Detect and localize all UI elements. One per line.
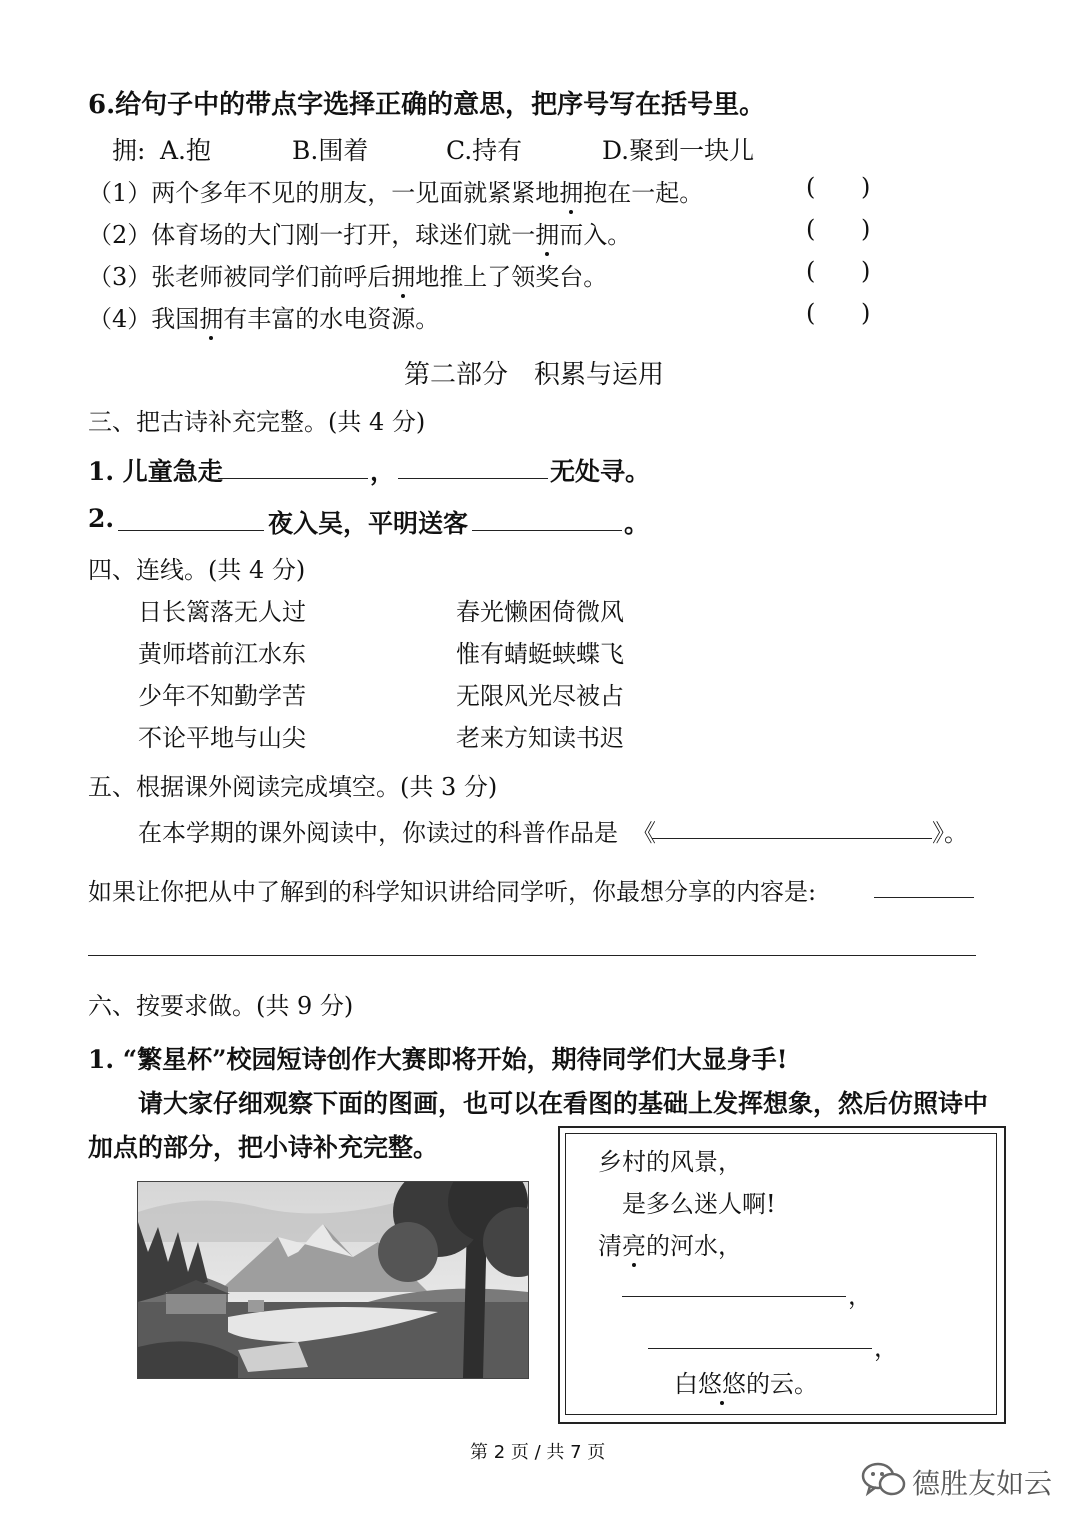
reading-line-2: 如果让你把从中了解到的科学知识讲给同学听，你最想分享的内容是: — [88, 878, 817, 906]
poem-dotted-2: 白悠悠的 — [674, 1370, 770, 1398]
book-title-blank[interactable] — [652, 812, 932, 839]
q6-item-3-pre: （3）张老师被同学们前呼后 — [88, 263, 392, 291]
q6-item-1-pre: （1）两个多年不见的朋友，一见面就紧紧地 — [88, 179, 560, 207]
answer-slot-1[interactable] — [822, 176, 858, 204]
reading-line-1: 在本学期的课外阅读中，你读过的科普作品是 — [138, 819, 618, 847]
poem-line-2-middle: 夜入吴，平明送客 — [268, 509, 469, 538]
answer-paren-open-3: ( — [806, 257, 816, 285]
poem-line-1-comma: ， — [370, 457, 396, 486]
poem-line-3-rest: 河水， — [670, 1232, 742, 1260]
countryside-illustration — [137, 1181, 529, 1379]
match-left-1[interactable]: 日长篱落无人过 — [138, 598, 306, 626]
answer-slot-3[interactable] — [822, 260, 858, 288]
q6-item-3 — [88, 257, 607, 292]
part-2-heading: 第二部分 积累与运用 — [404, 360, 665, 390]
q6-item-2-post: 而入。 — [559, 221, 632, 249]
book-title-close: 》。 — [932, 819, 968, 847]
poem-fill-blank-1[interactable] — [622, 1270, 846, 1297]
answer-paren-open-2: ( — [806, 215, 816, 243]
share-blank-2[interactable] — [88, 955, 976, 956]
section-5-title: 五、根据课外阅读完成填空。(共 3 分) — [88, 773, 498, 801]
match-right-1[interactable]: 春光懒困倚微风 — [456, 598, 624, 626]
poem-blank-1[interactable] — [218, 452, 368, 479]
q6-item-2-dotted: 拥 — [535, 221, 560, 249]
q6-item-4-pre: （4）我国 — [88, 305, 200, 333]
poem-line-6 — [674, 1364, 818, 1399]
q6-item-2 — [88, 215, 631, 250]
q6-item-1-dotted: 拥 — [559, 179, 584, 207]
answer-slot-4[interactable] — [822, 302, 858, 330]
section-3-title: 三、把古诗补充完整。(共 4 分) — [88, 408, 426, 436]
contest-heading: 1. “繁星杯”校园短诗创作大赛即将开始，期待同学们大显身手! — [88, 1045, 788, 1074]
poem-blank-4[interactable] — [472, 504, 622, 531]
answer-paren-open-1: ( — [806, 173, 816, 201]
share-blank-1[interactable] — [874, 871, 974, 898]
answer-paren-open-4: ( — [806, 299, 816, 327]
q6-item-1-post: 抱在一起。 — [583, 179, 704, 207]
instruction-line-2: 加点的部分，把小诗补充完整。 — [88, 1133, 439, 1162]
poem-dotted-1: 清亮的 — [598, 1232, 670, 1260]
poem-blank-1-comma: ， — [848, 1282, 872, 1310]
instruction-line-1: 请大家仔细观察下面的图画，也可以在看图的基础上发挥想象，然后仿照诗中 — [138, 1089, 989, 1118]
match-left-2[interactable]: 黄师塔前江水东 — [138, 640, 306, 668]
q6-item-3-post: 地推上了领奖台。 — [415, 263, 608, 291]
answer-slot-2[interactable] — [822, 218, 858, 246]
q6-item-2-pre: （2）体育场的大门刚一打开，球迷们就一 — [88, 221, 536, 249]
poem-line-3 — [598, 1226, 742, 1261]
match-right-4[interactable]: 老来方知读书迟 — [456, 724, 624, 752]
answer-paren-close-2: ) — [861, 215, 871, 243]
q6-item-4 — [88, 299, 439, 334]
poem-line-1-end: 无处寻。 — [550, 457, 651, 486]
section-4-title: 四、连线。(共 4 分) — [88, 556, 306, 584]
match-left-4[interactable]: 不论平地与山尖 — [138, 724, 306, 752]
q6-option-c: C.持有 — [446, 136, 523, 165]
watermark-text: 德胜友如云 — [912, 1467, 1053, 1500]
poem-line-6-rest: 云。 — [770, 1370, 818, 1398]
poem-line-2: 是多么迷人啊! — [622, 1190, 776, 1218]
poem-line-1: 乡村的风景， — [598, 1148, 742, 1176]
poem-fill-blank-2[interactable] — [648, 1322, 872, 1349]
match-left-3[interactable]: 少年不知勤学苦 — [138, 682, 306, 710]
q6-option-head: 拥: — [112, 136, 146, 165]
answer-paren-close-3: ) — [861, 257, 871, 285]
landscape-drawing — [138, 1182, 528, 1378]
wechat-bubbles-icon — [860, 1460, 908, 1500]
answer-paren-close-1: ) — [861, 173, 871, 201]
match-right-2[interactable]: 惟有蜻蜓蛱蝶飞 — [456, 640, 624, 668]
poem-line-2-number: 2. — [88, 504, 115, 533]
match-right-3[interactable]: 无限风光尽被占 — [456, 682, 624, 710]
section-6-title: 六、按要求做。(共 9 分) — [88, 992, 354, 1020]
q6-item-3-dotted: 拥 — [391, 263, 416, 291]
poem-line-1-start: 1. 儿童急走 — [88, 457, 223, 486]
q6-option-b: B.围着 — [292, 136, 369, 165]
poem-blank-2-comma: ， — [874, 1334, 898, 1362]
page-number: 第 2 页 / 共 7 页 — [470, 1442, 606, 1463]
book-title-open: 《 — [632, 819, 656, 847]
answer-paren-close-4: ) — [861, 299, 871, 327]
q6-option-d: D.聚到一块儿 — [602, 136, 755, 165]
q6-item-1 — [88, 173, 703, 208]
poem-blank-3[interactable] — [118, 504, 264, 531]
q6-option-a: A.抱 — [160, 136, 212, 165]
poem-line-2-end: 。 — [624, 509, 650, 538]
poem-blank-2[interactable] — [398, 452, 548, 479]
q6-item-4-dotted: 拥 — [199, 305, 224, 333]
q6-item-4-post: 有丰富的水电资源。 — [223, 305, 440, 333]
q6-title: 6.给句子中的带点字选择正确的意思，把序号写在括号里。 — [88, 90, 766, 120]
